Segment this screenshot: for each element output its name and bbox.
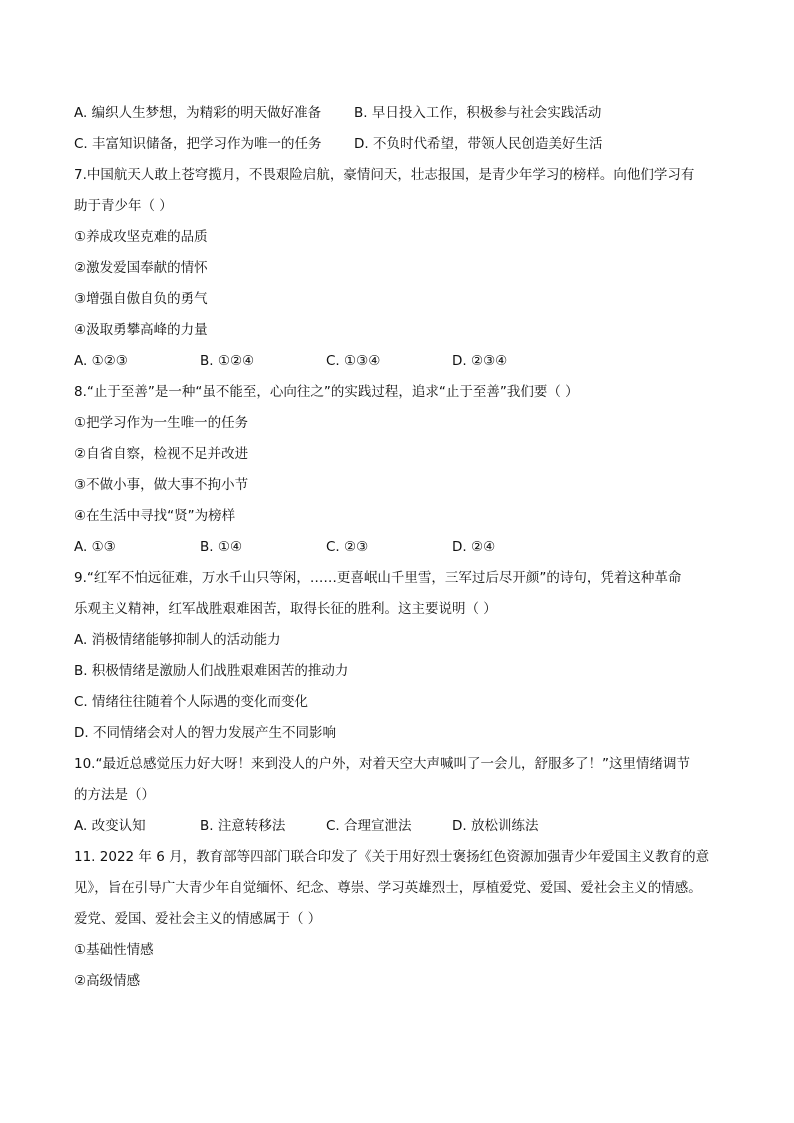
q10-option-a[interactable]: A. 改变认知 xyxy=(74,818,146,834)
q8-stem-line-1: 8.“止于至善”是一种“虽不能至，心向往之”的实践过程，追求“止于至善”我们要（ ） xyxy=(74,384,579,400)
q9-option-c[interactable]: C. 情绪往往随着个人际遇的变化而变化 xyxy=(74,694,309,710)
q6-options-row-1 xyxy=(74,98,734,129)
q10-stem-line-2: 的方法是（） xyxy=(74,787,155,803)
q8-option-b[interactable]: B. ①④ xyxy=(200,539,243,555)
q7-item-3: ③增强自傲自负的勇气 xyxy=(74,291,208,307)
q8-item-2: ②自省自察，检视不足并改进 xyxy=(74,446,249,462)
q10-option-b[interactable]: B. 注意转移法 xyxy=(200,818,286,834)
q11-item-2: ②高级情感 xyxy=(74,973,141,989)
q6-option-b[interactable]: B. 早日投入工作，积极参与社会实践活动 xyxy=(354,105,602,121)
q10-option-d[interactable]: D. 放松训练法 xyxy=(452,818,539,834)
q11-stem-line-3: 爱党、爱国、爱社会主义的情感属于（ ） xyxy=(74,911,322,927)
q8-option-d[interactable]: D. ②④ xyxy=(452,539,496,555)
q9-stem-line-1: 9.“红军不怕远征难，万水千山只等闲，……更喜岷山千里雪，三军过后尽开颜”的诗句，凭着这种革命 xyxy=(74,570,682,586)
q7-item-1: ①养成攻坚克难的品质 xyxy=(74,229,208,245)
q8-option-a[interactable]: A. ①③ xyxy=(74,539,116,555)
q8-option-c[interactable]: C. ②③ xyxy=(326,539,369,555)
q6-option-d[interactable]: D. 不负时代希望，带领人民创造美好生活 xyxy=(354,136,603,152)
q9-option-a[interactable]: A. 消极情绪能够抑制人的活动能力 xyxy=(74,632,281,648)
q7-option-c[interactable]: C. ①③④ xyxy=(326,353,381,369)
q7-option-b[interactable]: B. ①②④ xyxy=(200,353,255,369)
q8-item-1: ①把学习作为一生唯一的任务 xyxy=(74,415,249,431)
q11-stem-line-1: 11. 2022 年 6 月，教育部等四部门联合印发了《关于用好烈士褒扬红色资源加强青少年爱国主义教育的意 xyxy=(74,849,710,865)
q8-item-3: ③不做小事，做大事不拘小节 xyxy=(74,477,249,493)
q6-option-a[interactable]: A. 编织人生梦想，为精彩的明天做好准备 xyxy=(74,105,322,121)
q7-option-d[interactable]: D. ②③④ xyxy=(452,353,508,369)
q6-options-row-2 xyxy=(74,129,734,160)
q6-option-c[interactable]: C. 丰富知识储备，把学习作为唯一的任务 xyxy=(74,136,322,152)
q10-stem-line-1: 10.“最近总感觉压力好大呀！来到没人的户外，对着天空大声喊叫了一会儿，舒服多了！”这里情绪调节 xyxy=(74,756,690,772)
q9-option-b[interactable]: B. 积极情绪是激励人们战胜艰难困苦的推动力 xyxy=(74,663,349,679)
q7-stem-line-2: 助于青少年（ ） xyxy=(74,198,173,214)
q7-option-a[interactable]: A. ①②③ xyxy=(74,353,128,369)
q10-options xyxy=(74,811,734,842)
q8-options xyxy=(74,532,734,563)
q9-stem-line-2: 乐观主义精神，红军战胜艰难困苦，取得长征的胜利。这主要说明（ ） xyxy=(74,601,497,617)
q7-options xyxy=(74,346,734,377)
q10-option-c[interactable]: C. 合理宣泄法 xyxy=(326,818,412,834)
q11-item-1: ①基础性情感 xyxy=(74,942,154,958)
q8-item-4: ④在生活中寻找“贤”为榜样 xyxy=(74,508,236,524)
q7-item-4: ④汲取勇攀高峰的力量 xyxy=(74,322,208,338)
question-content xyxy=(74,98,734,997)
q7-stem-line-1: 7.中国航天人敢上苍穹揽月，不畏艰险启航，豪情问天，壮志报国，是青少年学习的榜样。向他们学习有 xyxy=(74,167,695,183)
q7-item-2: ②激发爱国奉献的情怀 xyxy=(74,260,208,276)
q9-option-d[interactable]: D. 不同情绪会对人的智力发展产生不同影响 xyxy=(74,725,336,741)
q11-stem-line-2: 见》，旨在引导广大青少年自觉缅怀、纪念、尊崇、学习英雄烈士，厚植爱党、爱国、爱社会主义的情感。 xyxy=(74,880,702,896)
